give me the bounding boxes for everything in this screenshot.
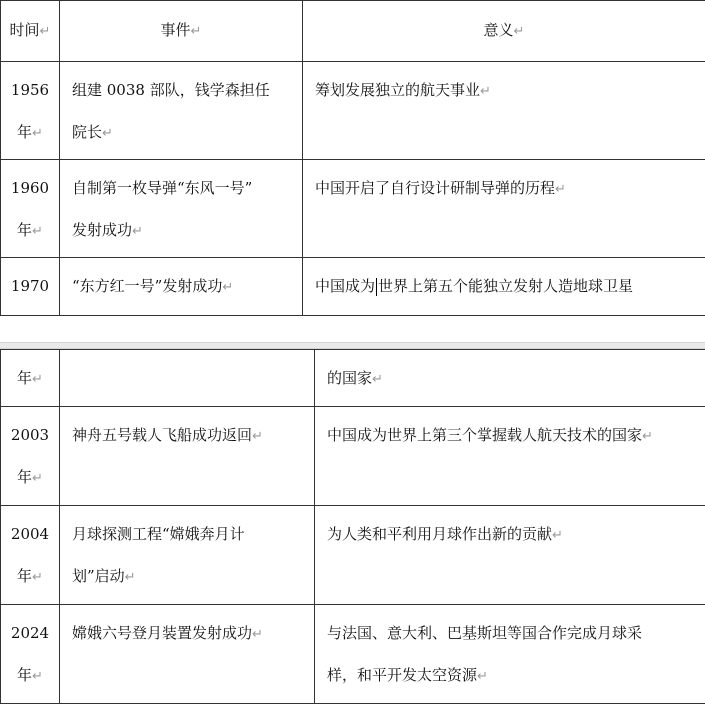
meaning-cell: 中国开启了自行设计研制导弹的历程↵ [303, 160, 705, 258]
event-cell: 月球探测工程“嫦娥奔月计 划”启动↵ [60, 506, 315, 605]
event-cell: 嫦娥六号登月装置发射成功↵ [60, 605, 315, 704]
table-header-row [1, 1, 705, 62]
event-cell: 神舟五号载人飞船成功返回↵ [60, 407, 315, 506]
year-cell: 2003 年↵ [1, 407, 60, 506]
event-cell: “东方红一号”发射成功↵ [60, 258, 303, 316]
header-event: 事件↵ [60, 1, 303, 62]
table-row [1, 605, 705, 704]
meaning-cell[interactable]: 中国成为 世界上第五个能独立发射人造地球卫星 [303, 258, 705, 316]
table-row [1, 506, 705, 605]
meaning-cell: 为人类和平利用月球作出新的贡献↵ [315, 506, 705, 605]
event-cell: 组建 0038 部队，钱学森担任 院长↵ [60, 62, 303, 160]
year-cell: 1970 [1, 258, 60, 316]
page-bottom-segment [0, 349, 705, 703]
header-meaning: 意义↵ [303, 1, 705, 62]
year-cell: 1960 年↵ [1, 160, 60, 258]
year-cell: 年↵ [1, 350, 60, 407]
spaceflight-events-table-part1 [0, 0, 705, 316]
event-cell [60, 350, 315, 407]
table-row [1, 160, 705, 258]
page-break-separator [0, 342, 705, 349]
meaning-cell: 与法国、意大利、巴基斯坦等国合作完成月球采 样，和平开发太空资源↵ [315, 605, 705, 704]
event-cell: 自制第一枚导弹“东风一号” 发射成功↵ [60, 160, 303, 258]
meaning-cell: 筹划发展独立的航天事业↵ [303, 62, 705, 160]
year-cell: 1956 年↵ [1, 62, 60, 160]
spaceflight-events-table-part2 [0, 349, 705, 704]
meaning-cell: 中国成为世界上第三个掌握载人航天技术的国家↵ [315, 407, 705, 506]
year-cell: 2004 年↵ [1, 506, 60, 605]
table-row [1, 258, 705, 316]
text-cursor [376, 278, 377, 296]
table-row [1, 350, 705, 407]
meaning-cell: 的国家↵ [315, 350, 705, 407]
table-row [1, 407, 705, 506]
header-time: 时间↵ [1, 1, 60, 62]
page-top-segment [0, 0, 705, 342]
table-row [1, 62, 705, 160]
year-cell: 2024 年↵ [1, 605, 60, 704]
